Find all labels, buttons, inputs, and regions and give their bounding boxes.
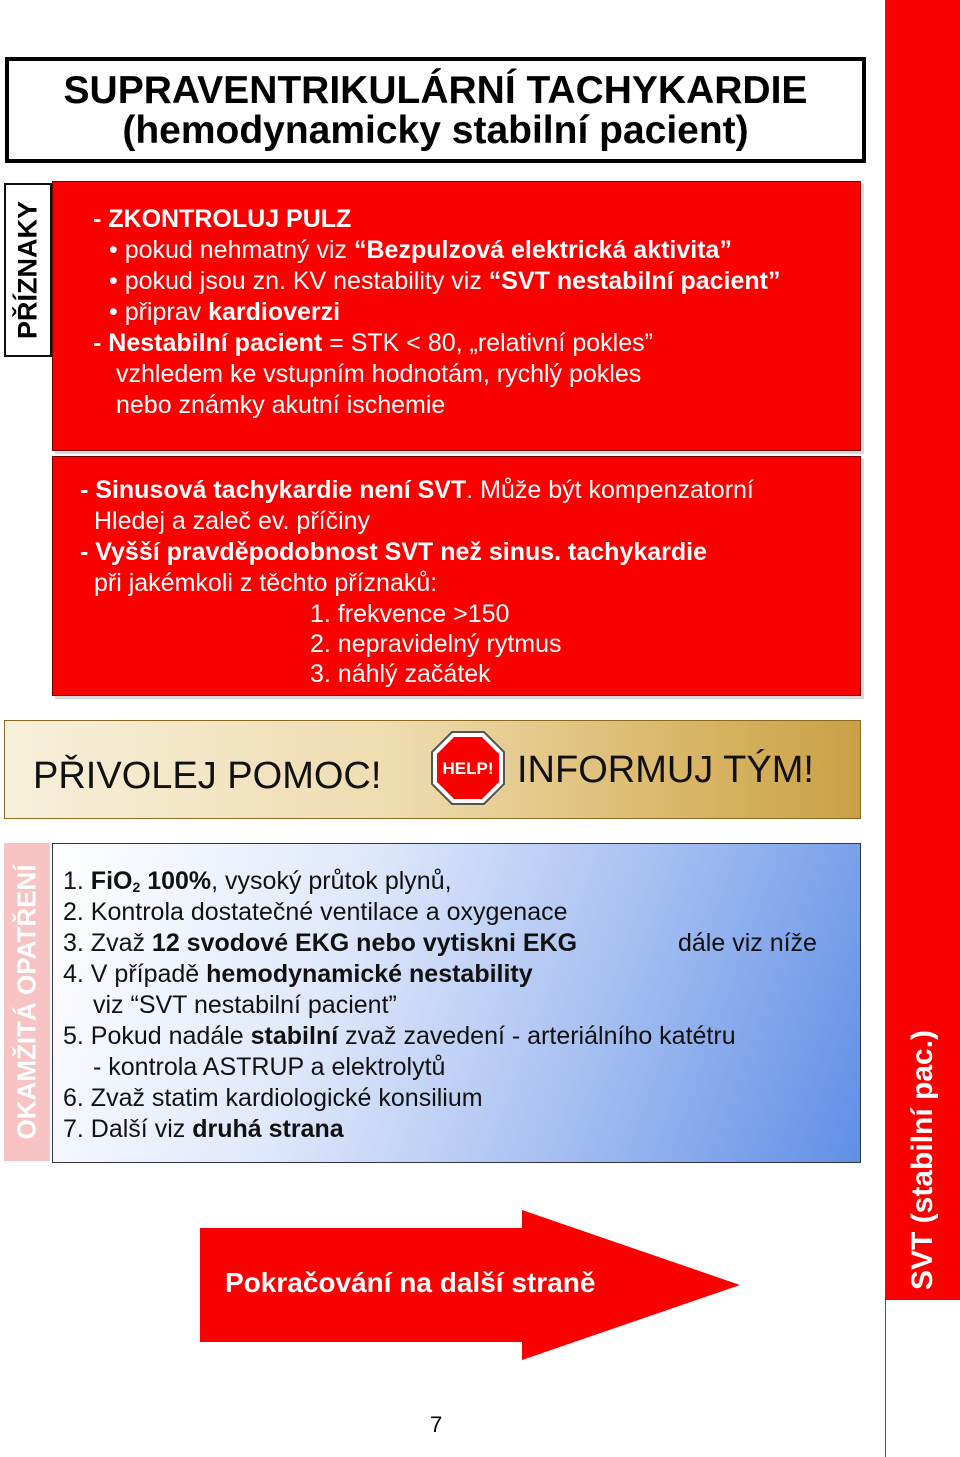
sinus-tachycardia-box xyxy=(52,456,861,696)
symptoms-intro-line: při jakémkoli z těchto příznaků: xyxy=(94,569,438,597)
instability-line: • pokud jsou zn. KV nestability viz “SVT nestabilní pacient” xyxy=(109,267,781,295)
help-sign-label: HELP! xyxy=(442,759,494,778)
step-2: 2. Kontrola dostatečné ventilace a oxygenace xyxy=(63,898,568,926)
unstable-definition-line: - Nestabilní pacient = STK < 80, „relativní pokles” xyxy=(93,329,653,357)
step-6: 6. Zvaž statim kardiologické konsilium xyxy=(63,1084,483,1112)
criterion-1: 1. frekvence >150 xyxy=(310,600,510,628)
title-box xyxy=(5,57,866,163)
right-strip-label: SVT (stabilní pac.) xyxy=(905,1029,939,1291)
check-pulse-line: - ZKONTROLUJ PULZ xyxy=(93,205,352,233)
sinus-not-svt-line: - Sinusová tachykardie není SVT. Může být kompenzatorní xyxy=(80,476,754,504)
find-causes-line: Hledej a zaleč ev. příčiny xyxy=(94,507,371,535)
unstable-detail-line-1: vzhledem ke vstupním hodnotám, rychlý pokles xyxy=(116,360,642,388)
call-help-text: PŘIVOLEJ POMOC! xyxy=(33,755,382,797)
immediate-measures-tab-label: OKAMŽITÁ OPATŘENÍ xyxy=(11,864,42,1140)
symptoms-tab xyxy=(4,183,52,357)
step-5-detail: - kontrola ASTRUP a elektrolytů xyxy=(93,1053,446,1081)
right-side-strip xyxy=(885,0,960,1300)
symptoms-tab-label: PŘÍZNAKY xyxy=(12,200,43,340)
step-1: 1. FiO$_2$ 100%, vysoký průtok plynů, xyxy=(63,867,452,895)
immediate-steps-box xyxy=(52,843,861,1163)
step-7: 7. Další viz druhá strana xyxy=(63,1115,344,1143)
unstable-detail-line-2: nebo známky akutní ischemie xyxy=(116,391,446,419)
inform-team-text: INFORMUJ TÝM! xyxy=(517,749,814,791)
step-3: 3. Zvaž 12 svodové EKG nebo vytiskni EKG xyxy=(63,929,578,957)
step-5: 5. Pokud nadále stabilní zvaž zavedení - arteriálního katétru xyxy=(63,1022,736,1050)
page-title: SUPRAVENTRIKULÁRNÍ TACHYKARDIE xyxy=(63,69,808,112)
criterion-2: 2. nepravidelný rytmus xyxy=(310,630,562,658)
cardioversion-line: • připrav kardioverzi xyxy=(109,298,341,326)
page-rule xyxy=(885,1300,886,1457)
step-4-reference: viz “SVT nestabilní pacient” xyxy=(93,991,397,1019)
continue-label[interactable]: Pokračování na další straně xyxy=(225,1267,596,1298)
svt-probability-line: - Vyšší pravděpodobnost SVT než sinus. tachykardie xyxy=(80,538,708,566)
pulseless-line: • pokud nehmatný viz “Bezpulzová elektrická aktivita” xyxy=(109,236,732,264)
help-stop-sign-icon xyxy=(430,730,506,806)
pulse-check-box xyxy=(52,181,861,451)
criterion-3: 3. náhlý začátek xyxy=(310,660,491,688)
page-number: 7 xyxy=(430,1412,443,1437)
page-subtitle: (hemodynamicky stabilní pacient) xyxy=(122,109,749,152)
step-4: 4. V případě hemodynamické nestability xyxy=(63,960,533,988)
step-3-note: dále viz níže xyxy=(678,929,817,957)
immediate-measures-tab xyxy=(4,843,50,1161)
